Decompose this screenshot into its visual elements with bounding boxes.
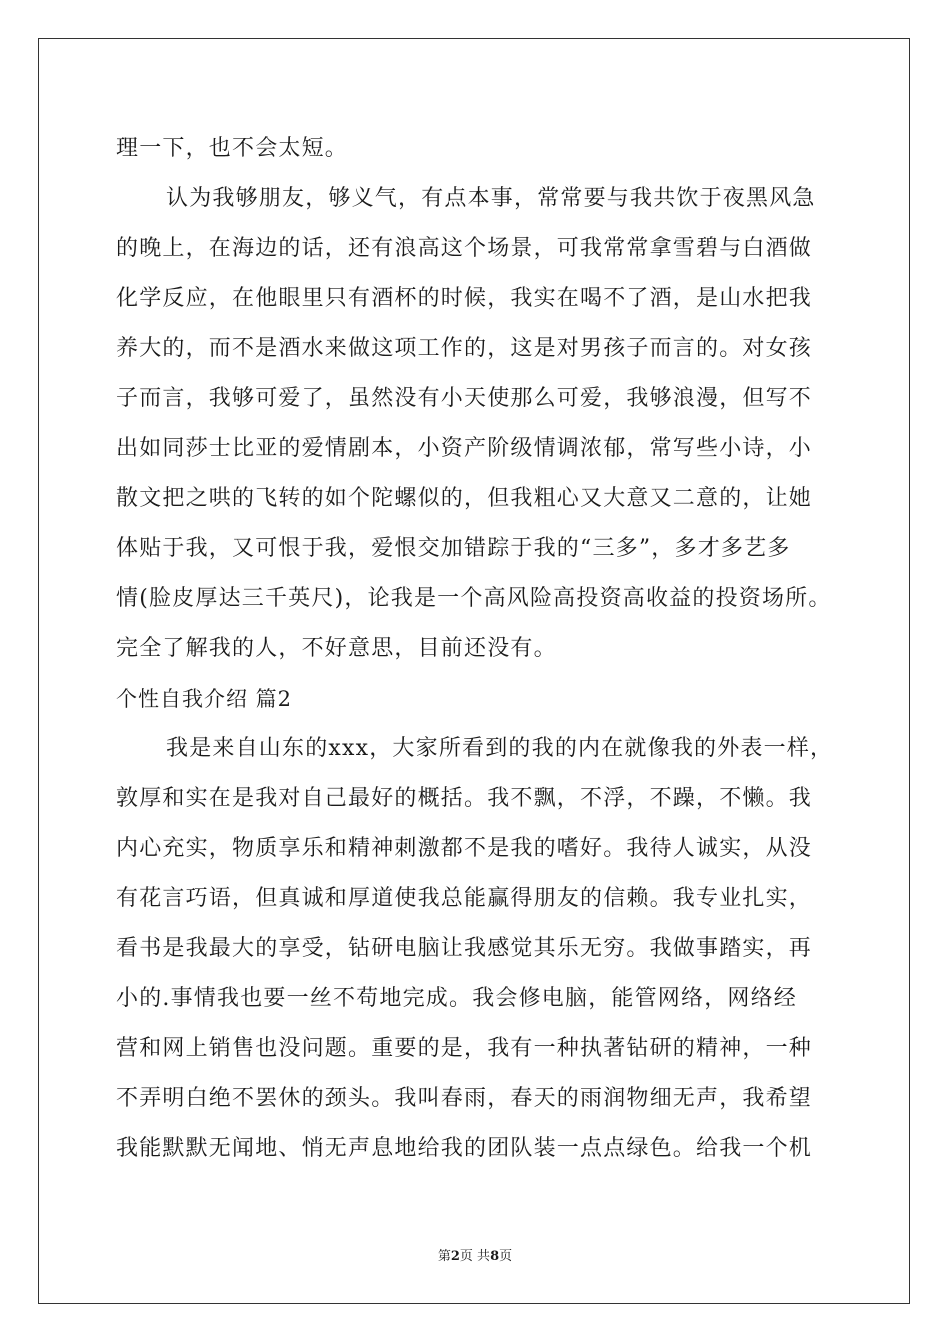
- text-line: 我能默默无闻地、悄无声息地给我的团队装一点点绿色。给我一个机: [116, 1136, 813, 1161]
- section-heading: 个性自我介绍 篇2: [116, 687, 293, 711]
- page-number-footer: [0, 1248, 950, 1266]
- text-line: 敦厚和实在是我对自己最好的概括。我不飘，不浮，不躁，不懒。我: [116, 786, 813, 811]
- page-mid-text: 页 共: [459, 1249, 491, 1264]
- text-line: 完全了解我的人，不好意思，目前还没有。: [116, 636, 557, 661]
- text-line: 不弄明白绝不罢休的颈头。我叫春雨，春天的雨润物细无声，我希望: [116, 1086, 813, 1111]
- text-line: 营和网上销售也没问题。重要的是，我有一种执著钻研的精神，一种: [116, 1036, 813, 1061]
- paragraph-start-line: 我是来自山东的xxx，大家所看到的我的内在就像我的外表一样，: [166, 736, 834, 761]
- text-line: 的晚上，在海边的话，还有浪高这个场景，可我常常拿雪碧与白酒做: [116, 236, 813, 261]
- text-line: 出如同莎士比亚的爱情剧本，小资产阶级情调浓郁，常写些小诗，小: [116, 436, 813, 461]
- text-line: 小的.事情我也要一丝不苟地完成。我会修电脑，能管网络，网络经: [116, 986, 797, 1011]
- text-line: 体贴于我，又可恨于我，爱恨交加错踪于我的“三多”，多才多艺多: [116, 536, 791, 561]
- text-line: 有花言巧语，但真诚和厚道使我总能赢得朋友的信赖。我专业扎实，: [116, 886, 813, 911]
- text-line: 化学反应，在他眼里只有酒杯的时候，我实在喝不了酒，是山水把我: [116, 286, 813, 311]
- text-line: 内心充实，物质享乐和精神刺激都不是我的嗜好。我待人诚实，从没: [116, 836, 813, 861]
- text-line: 情(脸皮厚达三千英尺)，论我是一个高风险高投资高收益的投资场所。: [116, 586, 832, 611]
- text-line: 养大的，而不是酒水来做这项工作的，这是对男孩子而言的。对女孩: [116, 336, 813, 361]
- page-prefix: 第: [437, 1249, 451, 1264]
- text-line: 子而言，我够可爱了，虽然没有小天使那么可爱，我够浪漫，但写不: [116, 386, 813, 411]
- paragraph-start-line: 认为我够朋友，够义气，有点本事，常常要与我共饮于夜黑风急: [166, 186, 816, 211]
- current-page-number: 2: [450, 1249, 460, 1264]
- text-line: 理一下，也不会太短。: [116, 136, 349, 161]
- page-border: [38, 38, 910, 1304]
- text-line: 看书是我最大的享受，钻研电脑让我感觉其乐无穷。我做事踏实，再: [116, 936, 813, 961]
- text-line: 散文把之哄的飞转的如个陀螺似的，但我粗心又大意又二意的，让她: [116, 486, 813, 511]
- page-suffix: 页: [499, 1249, 513, 1264]
- total-page-number: 8: [490, 1249, 500, 1264]
